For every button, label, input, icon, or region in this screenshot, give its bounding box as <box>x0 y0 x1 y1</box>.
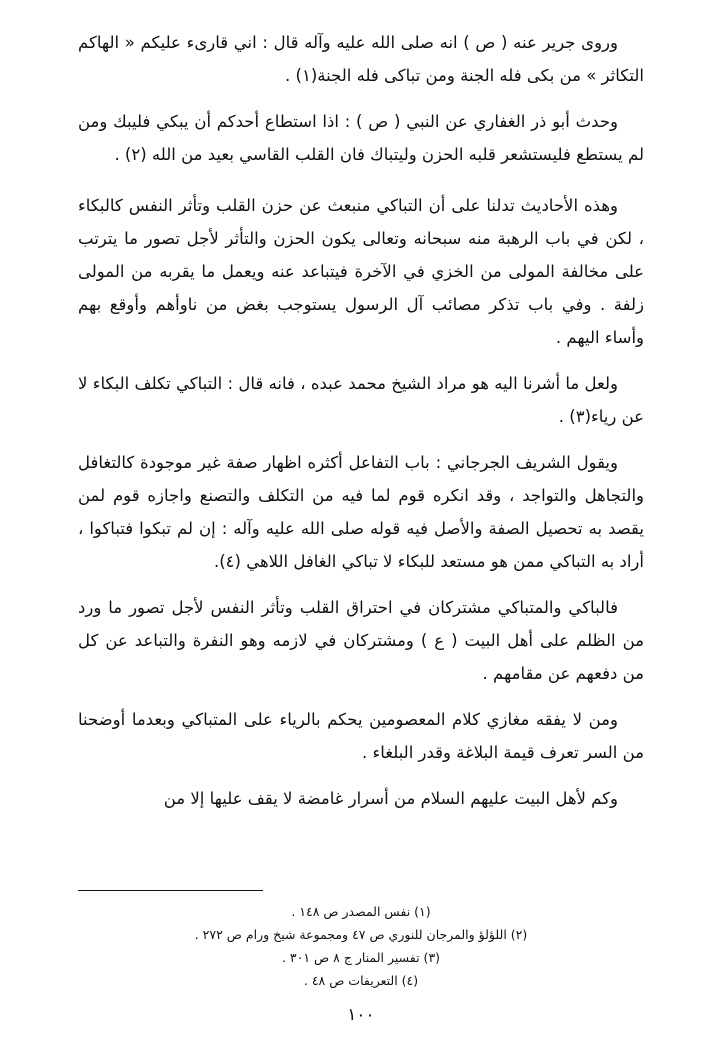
footnote-separator <box>78 890 263 891</box>
paragraph: وحدث أبو ذر الغفاري عن النبي ( ص ) : اذا استطاع أحدكم أن يبكي فليبك ومن لم يستطع فليستشعر قلبه الحزن وليتباك فان القلب القاسي بعيد من الله (٢) . <box>78 112 644 164</box>
footnote-list <box>78 900 644 993</box>
paragraph: ومن لا يفقه مغازي كلام المعصومين يحكم بالرياء على المتباكي وبعدما أوضحنا من السر تعرف قيمة البلاغة وقدر البلغاء . <box>78 710 644 762</box>
paragraph: ولعل ما أشرنا اليه هو مراد الشيخ محمد عبده ، فانه قال : التباكي تكلف البكاء لا عن رياء(٣) . <box>78 374 644 426</box>
paragraph: وكم لأهل البيت عليهم السلام من أسرار غامضة لا يقف عليها إلا من <box>163 789 618 808</box>
paragraph: وروى جرير عنه ( ص ) انه صلى الله عليه وآله قال : اني قارىء عليكم « الهاكم التكاثر » من بكى فله الجنة ومن تباكى فله الجنة(١) . <box>78 33 644 85</box>
paragraph: فالباكي والمتباكي مشتركان في احتراق القلب وتأثر النفس لأجل تصور ما ورد من الظلم على أهل البيت ( ع ) ومشتركان في لازمه وهو النفرة والتباعد عن كل من دفعهم عن مقامهم . <box>78 598 644 683</box>
page-number: ١٠٠ <box>347 1005 375 1025</box>
footnote-item: (٣) تفسير المنار ج ٨ ص ٣٠١ . <box>281 950 441 966</box>
paragraph: وهذه الأحاديث تدلنا على أن التباكي منبعث عن حزن القلب وتأثر النفس كالبكاء ، لكن في باب الرهبة منه سبحانه وتعالى يكون الحزن والتأثر لأجل تصور ما يترتب على مخالفة المولى من الخزي في الآخرة فيتباعد عنه ويعمل ما يقربه من المولى زلفة . وفي باب تذكر مصائب آل الرسول يستوجب بغض من ناوأهم وأوقع بهم وأساء اليهم . <box>78 196 644 347</box>
footnote-item: (٤) التعريفات ص ٤٨ . <box>303 973 419 989</box>
footnote-item: (٢) اللؤلؤ والمرجان للنوري ص ٤٧ ومجموعة شيخ ورام ص ٢٧٢ . <box>194 927 528 943</box>
page-body <box>78 26 644 815</box>
footnote-item: (١) نفس المصدر ص ١٤٨ . <box>291 904 431 919</box>
paragraph: ويقول الشريف الجرجاني : باب التفاعل أكثره اظهار صفة غير موجودة كالتغافل والتجاهل والتواجد ، وقد انكره قوم لما فيه من التكلف والتصنع واجازه قوم لمن يقصد به تحصيل الصفة والأصل فيه قوله صلى الله عليه وآله : إن لم تبكوا فتباكوا ، أراد به التباكي ممن هو مستعد للبكاء لا تباكي الغافل اللاهي (٤). <box>78 453 644 571</box>
